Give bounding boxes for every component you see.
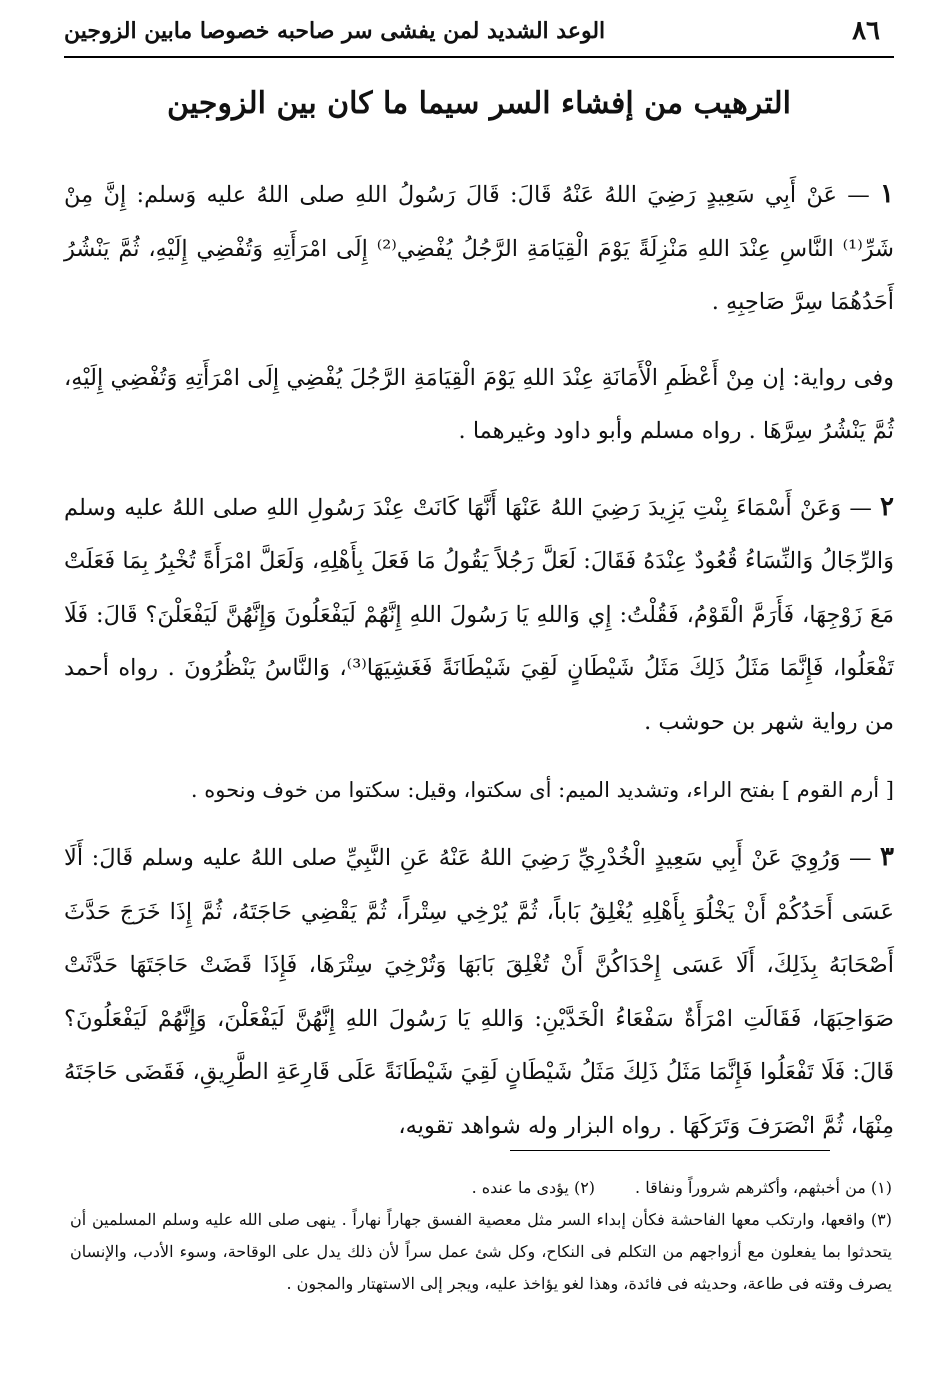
hadith-number: ١ (880, 179, 894, 209)
hadith-text: — عَنْ أَبِي سَعِيدٍ رَضِيَ اللهُ عَنْهُ قَالَ: قَالَ رَسُولُ اللهِ صلى اللهُ عليه وَسلم: إِنَّ مِنْ شَرِّ⁽¹⁾ النَّاسِ عِنْدَ اللهِ مَنْزِلَةً يَوْمَ الْقِيَامَةِ الرَّجُلُ يُفْضِي⁽²⁾ إِلَى امْرَأَتِهِ وَتُفْضِي إِلَيْهِ، ثُمَّ يَنْشُرُ أَحَدُهُمَا سِرَّ صَاحِبِهِ . (64, 182, 894, 315)
running-title: الوعد الشديد لمن يفشى سر صاحبه خصوصا مابين الزوجين (64, 18, 606, 44)
main-text (64, 168, 894, 1153)
spacer (64, 815, 894, 831)
footnote-1: (١) من أخبثهم، وأكثرهم شروراً ونفاقا . (635, 1178, 892, 1197)
hadith-number: ٣ (880, 842, 894, 872)
page-header (64, 16, 894, 46)
spacer (64, 330, 894, 352)
hadith-1-variant (64, 352, 894, 459)
hadith-1 (64, 168, 894, 330)
hadith-3 (64, 831, 894, 1153)
footnote-row (70, 1172, 892, 1204)
hadith-text: — وَرُوِيَ عَنْ أَبِي سَعِيدٍ الْخُدْرِيِّ رَضِيَ اللهُ عَنْهُ عَنِ النَّبِيِّ صلى اللهُ عليه وسلم قَالَ: أَلَا عَسَى أَحَدُكُمْ أَنْ يَخْلُوَ بِأَهْلِهِ يُغْلِقُ بَاباً، ثُمَّ يُرْخِي سِتْراً، ثُمَّ يَقْضِي حَاجَتَهُ، ثُمَّ إِذَا خَرَجَ حَدَّثَ أَصْحَابَهُ بِذَلِكَ، أَلَا عَسَى إِحْدَاكُنَّ أَنْ تُغْلِقَ بَابَهَا وَتُرْخِيَ سِتْرَهَا، فَإِذَا قَضَتْ حَاجَتَهَا حَدَّثَتْ صَوَاحِبَهَا، فَقَالَتِ امْرَأَةٌ سَفْعَاءُ الْخَدَّيْنِ: وَاللهِ يَا رَسُولَ اللهِ إِنَّهُنَّ لَيَفْعَلْنَ، وَإِنَّهُمْ لَيَفْعَلُونَ؟ قَالَ: فَلَا تَفْعَلُوا فَإِنَّمَا مَثَلُ ذَلِكَ مَثَلُ شَيْطَانٍ لَقِيَ شَيْطَانَةً عَلَى قَارِعَةِ الطَّرِيقِ، فَقَضَى حَاجَتَهُ مِنْهَا، ثُمَّ انْصَرَفَ وَتَرَكَهَا . رواه البزار وله شواهد تقويه، (64, 845, 894, 1139)
footnote-3: (٣) واقعها، وارتكب معها الفاحشة فكأن إبداء السر مثل معصية الفسق جهاراً نهاراً . ينهى صلى الله عليه وسلم المسلمين أن يتحدثوا بما يفعلون مع أزواجهم من التكلم فى النكاح، وكل شئ عمل سراً لأن ذلك يدل على الوقاحة، وسوء الأدب، والإنسان يصرف وقته فى طاعة، وحديثه فى فائدة، وهذا لغو يؤاخذ عليه، ويجر إلى الاستهتار والمجون . (70, 1210, 893, 1293)
footnote-2: (٢) يؤدى ما عنده . (471, 1178, 596, 1197)
gloss-note: [ أرم القوم ] بفتح الراء، وتشديد الميم: أى سكتوا، وقيل: سكتوا من خوف ونحوه . (190, 778, 894, 802)
page-number: ٨٦ (852, 16, 880, 46)
footnotes (70, 1172, 892, 1300)
header-rule (64, 56, 894, 58)
hadith-text: وفى رواية: إن مِنْ أَعْظَمِ الْأَمَانَةِ عِنْدَ اللهِ يَوْمَ الْقِيَامَةِ الرَّجُلَ يُفْضِي إِلَى امْرَأَتِهِ وَتُفْضِي إِلَيْهِ، ثُمَّ يَنْشُرُ سِرَّهَا . رواه مسلم وأبو داود وغيرهما . (64, 364, 894, 444)
hadith-text: — وَعَنْ أَسْمَاءَ بِنْتِ يَزِيدَ رَضِيَ اللهُ عَنْهَا أَنَّهَا كَانَتْ عِنْدَ رَسُولِ اللهِ صلى اللهُ عليه وسلم وَالرِّجَالُ وَالنِّسَاءُ قُعُودٌ عِنْدَهُ فَقَالَ: لَعَلَّ رَجُلاً يَقُولُ مَا فَعَلَ بِأَهْلِهِ، وَلَعَلَّ امْرَأَةً تُخْبِرُ بِمَا فَعَلَتْ مَعَ زَوْجِهَا، فَأَرَمَّ الْقَوْمُ، فَقُلْتُ: إِي وَاللهِ يَا رَسُولَ اللهِ إِنَّهُمْ لَيَفْعَلُونَ وَإِنَّهُنَّ لَيَفْعَلْنَ؟ قَالَ: فَلَا تَفْعَلُوا، فَإِنَّمَا مَثَلُ ذَلِكَ مَثَلُ شَيْطَانٍ لَقِيَ شَيْطَانَةً فَغَشِيَهَا⁽³⁾، وَالنَّاسُ يَنْظُرُونَ . رواه أحمد من رواية شهر بن حوشب . (64, 494, 894, 735)
footnote-rule (510, 1150, 830, 1151)
spacer (64, 749, 894, 765)
spacer (64, 459, 894, 481)
section-title: الترهيب من إفشاء السر سيما ما كان بين الزوجين (167, 86, 791, 121)
hadith-number: ٢ (880, 491, 894, 522)
hadith-2 (64, 481, 894, 750)
